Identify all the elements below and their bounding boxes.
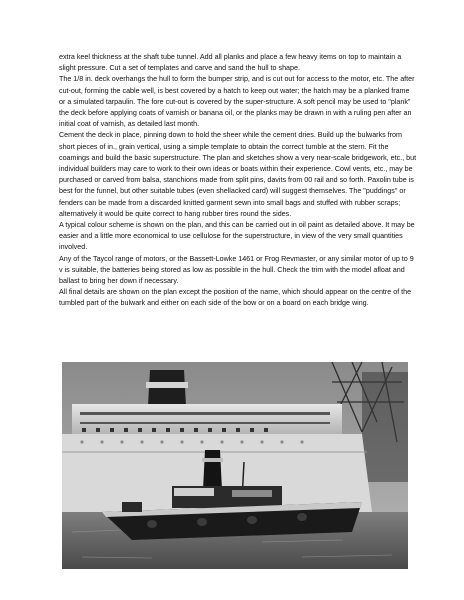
article-body [59,52,417,310]
paragraph-keel: extra keel thickness at the shaft tube tunnel. Add all planks and place a few heavy items on top to maintain a slight pressure. Cut a set of templates and carve and sand the hull to shape. [59,53,402,73]
paragraph-motor: Any of the Taycol range of motors, or the Bassett-Lowke 1461 or Frog Revmaster, or any similar motor of up to 9 v is suitable, the batteries being stored as low as possible in the hull. Check the trim with the model afloat and ballast to bring her down if necessary. [59,254,414,286]
paragraph-deck: The 1/8 in. deck overhangs the hull to form the bumper strip, and is cut out for access to the motor, etc. The after cut-out, forming the cable well, is best covered by a hatch to keep out water; the hatch may be a planked frame or a simulated tarpaulin. The fore cut-out is covered by the super-structure. A soft pencil may be used to "plank" the deck before applying coats of varnish or banana oil, or the planks may be drawn in with a ruling pen after an initial coat of varnish, as detailed last month. [59,75,415,129]
paragraph-cement: Cement the deck in place, pinning down to hold the sheer while the cement dries. Build up the bulwarks from short pieces of in., grain vertical, using a simple template to obtain the correct tumble at the stern. Fit the coamings and build the basic superstructure. The plan and sketches show a very near-scale bridgework, etc., but individual builders may care to work to their own ideas or boats within their experience. Cowl vents, etc., may be purchased or carved from balsa, stanchions made from split pins, davits from 00 rail and so forth. Paxolin tube is best for the funnel, but other suitable tubes (even shellacked card) will suggest themselves. The "puddings" or fenders can be made from a discarded knitted garment sewn into small bags and stuffed with rubber scraps; alternatively it would be quite correct to hang rubber tires round the sides. [59,131,417,218]
paragraph-colour: A typical colour scheme is shown on the plan, and this can be carried out in oil paint as detailed above. It may be easier and a little more economical to use cellulose for the superstructure, in view of the very small quantities involved. [59,221,415,252]
paragraph-final: All final details are shown on the plan except the position of the name, which should appear on the centre of the tumbled part of the bulwark and either on each side of the bow or on a board on each bridge wing. [59,288,412,308]
tugboat-photo [62,362,408,569]
